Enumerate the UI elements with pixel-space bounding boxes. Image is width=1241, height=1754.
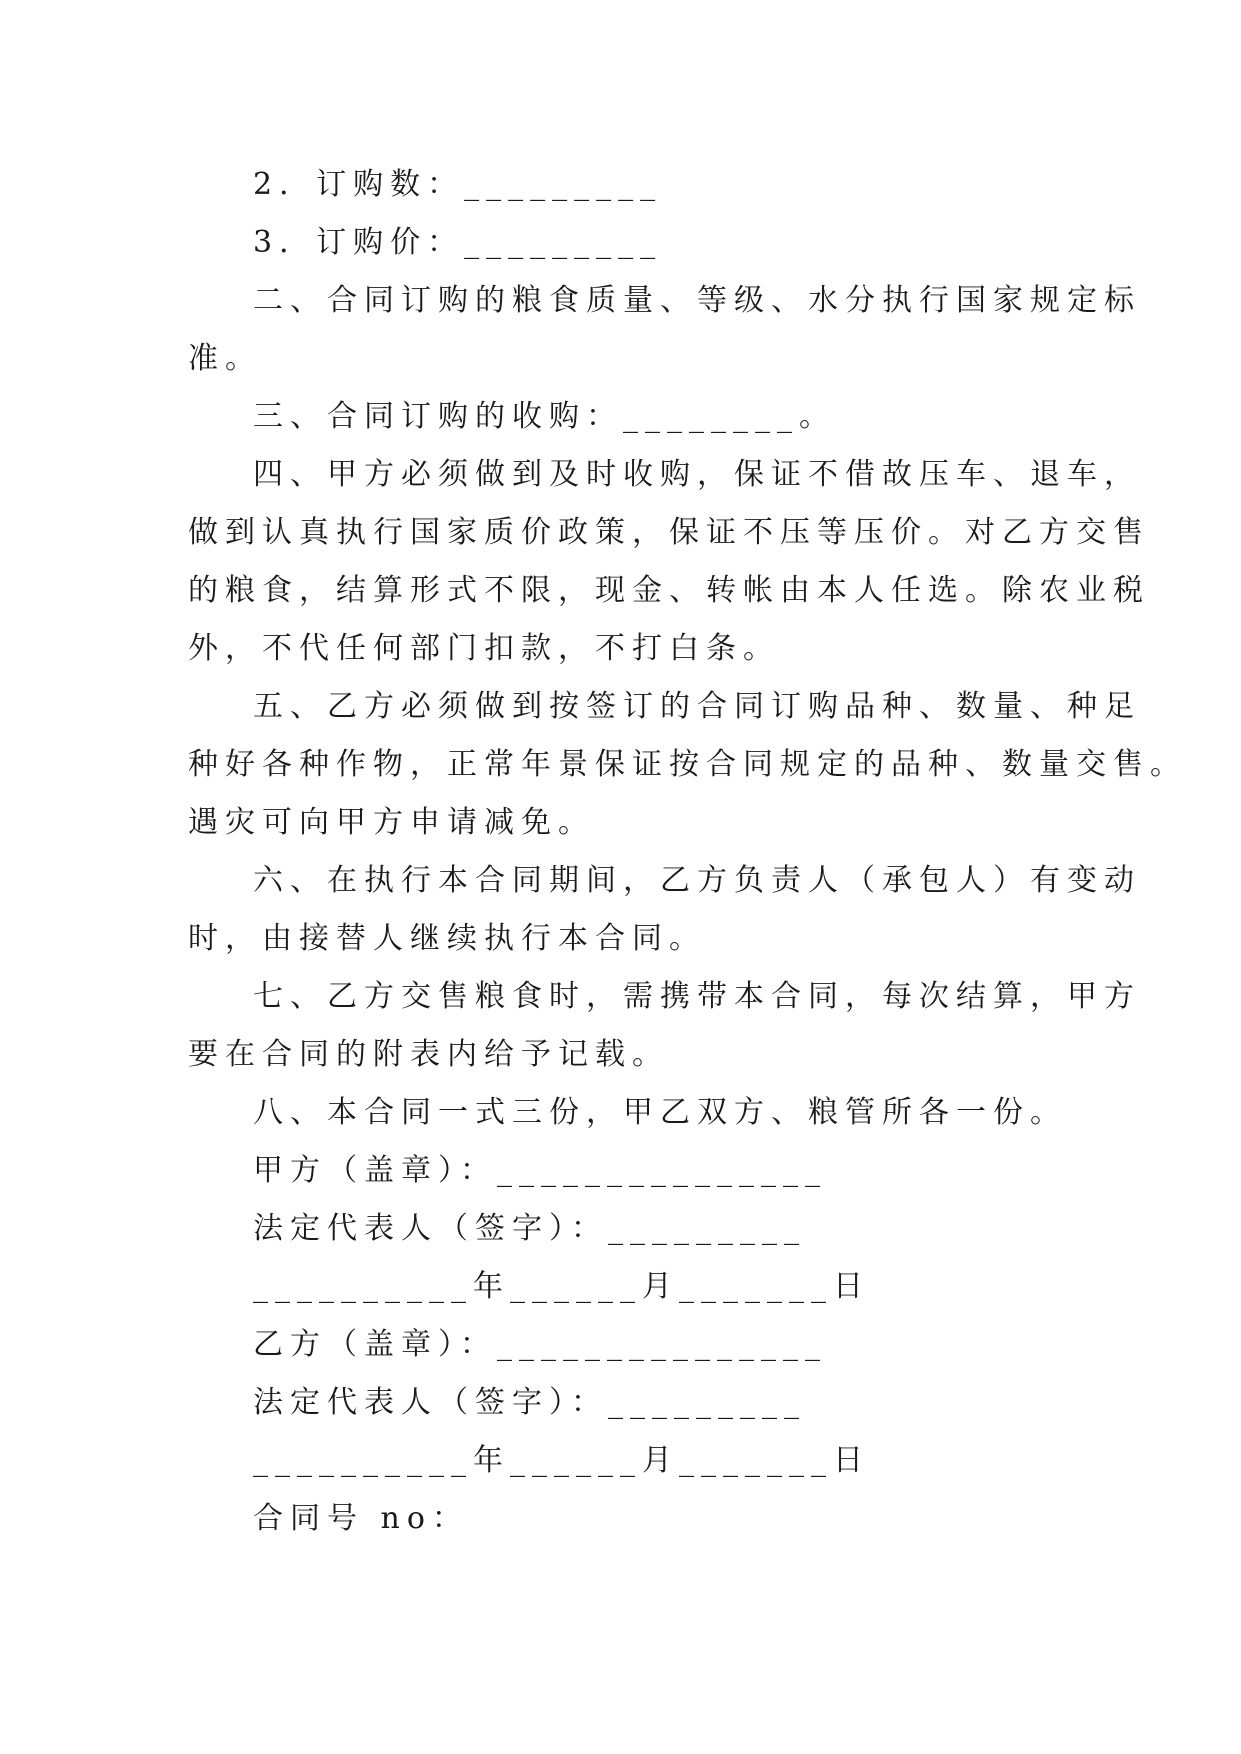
clause-8-line-1: 八、本合同一式三份，甲乙双方、粮管所各一份。 [253,1095,1067,1130]
clause-7-line-1: 七、乙方交售粮食时，需携带本合同，每次结算，甲方 [253,979,1141,1014]
party-b-seal-line: 乙方（盖章）：_______________ [253,1327,827,1362]
order-price-line: 3．订购价：_________ [253,225,663,260]
order-quantity-line: 2．订购数：_________ [253,167,663,202]
clause-2-line-2: 准。 [188,341,262,376]
party-b-date-line: __________年______月_______日 [253,1443,870,1478]
clause-4-line-1: 四、甲方必须做到及时收购，保证不借故压车、退车， [253,457,1141,492]
clause-4-line-3: 的粮食，结算形式不限，现金、转帐由本人任选。除农业税 [188,573,1150,608]
clause-2-line-1: 二、合同订购的粮食质量、等级、水分执行国家规定标 [253,283,1141,318]
clause-4-line-2: 做到认真执行国家质价政策，保证不压等压价。对乙方交售 [188,515,1150,550]
clause-3-line-1: 三、合同订购的收购：________。 [253,399,836,434]
clause-6-line-2: 时，由接替人继续执行本合同。 [188,921,706,956]
party-a-seal-line: 甲方（盖章）：_______________ [253,1153,827,1188]
party-a-representative-line: 法定代表人（签字）：_________ [253,1211,806,1246]
clause-5-line-3: 遇灾可向甲方申请减免。 [188,805,595,840]
clause-5-line-1: 五、乙方必须做到按签订的合同订购品种、数量、种足 [253,689,1141,724]
clause-5-line-2: 种好各种作物，正常年景保证按合同规定的品种、数量交售。 [188,747,1187,782]
party-b-representative-line: 法定代表人（签字）：_________ [253,1385,806,1420]
clause-4-line-4: 外，不代任何部门扣款，不打白条。 [188,631,780,666]
clause-7-line-2: 要在合同的附表内给予记载。 [188,1037,669,1072]
contract-number-line: 合同号 no： [253,1501,469,1536]
clause-6-line-1: 六、在执行本合同期间，乙方负责人（承包人）有变动 [253,863,1141,898]
party-a-date-line: __________年______月_______日 [253,1269,870,1304]
